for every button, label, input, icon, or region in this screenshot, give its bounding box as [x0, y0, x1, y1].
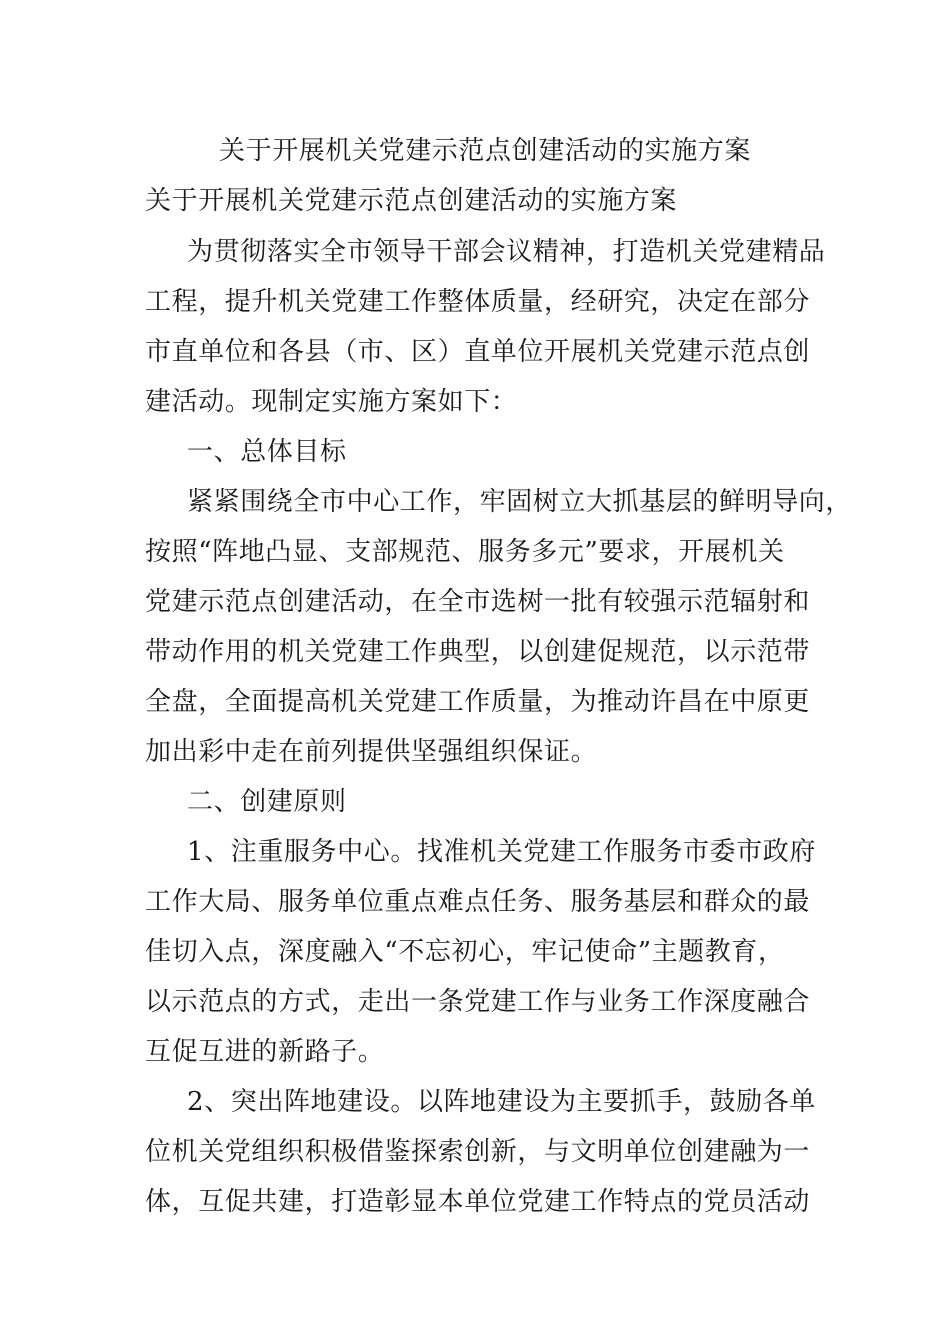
paragraph-line: 工程，提升机关党建工作整体质量，经研究，决定在部分: [145, 287, 811, 317]
document-subtitle: 关于开展机关党建示范点创建活动的实施方案: [145, 186, 678, 216]
paragraph-line: 为贯彻落实全市领导干部会议精神，打造机关党建精品: [187, 237, 826, 267]
paragraph-line: 建活动。现制定实施方案如下：: [145, 387, 518, 417]
paragraph-line: 加出彩中走在前列提供坚强组织保证。: [145, 737, 598, 767]
paragraph-line: 佳切入点，深度融入“不忘初心，牢记使命”主题教育，: [145, 937, 785, 967]
paragraph-line: 带动作用的机关党建工作典型，以创建促规范，以示范带: [145, 637, 811, 667]
paragraph-line: 互促互进的新路子。: [145, 1037, 385, 1067]
paragraph-line: 体，互促共建，打造彰显本单位党建工作特点的党员活动: [145, 1187, 811, 1217]
document-title: 关于开展机关党建示范点创建活动的实施方案: [219, 136, 752, 166]
paragraph-line: 紧紧围绕全市中心工作，牢固树立大抓基层的鲜明导向，: [187, 487, 853, 517]
paragraph-line: 位机关党组织积极借鉴探索创新，与文明单位创建融为一: [145, 1137, 811, 1167]
paragraph-line: 2、突出阵地建设。以阵地建设为主要抓手，鼓励各单: [187, 1087, 816, 1117]
paragraph-line: 党建示范点创建活动，在全市选树一批有较强示范辐射和: [145, 587, 811, 617]
paragraph-line: 全盘，全面提高机关党建工作质量，为推动许昌在中原更: [145, 687, 811, 717]
paragraph-line: 工作大局、服务单位重点难点任务、服务基层和群众的最: [145, 887, 811, 917]
paragraph-line: 按照“阵地凸显、支部规范、服务多元”要求，开展机关: [145, 537, 785, 567]
paragraph-line: 市直单位和各县（市、区）直单位开展机关党建示范点创: [145, 337, 811, 367]
paragraph-line: 1、注重服务中心。找准机关党建工作服务市委市政府: [187, 837, 816, 867]
paragraph-line: 以示范点的方式，走出一条党建工作与业务工作深度融合: [145, 987, 811, 1017]
section-heading: 二、创建原则: [187, 787, 347, 817]
section-heading: 一、总体目标: [187, 437, 347, 467]
